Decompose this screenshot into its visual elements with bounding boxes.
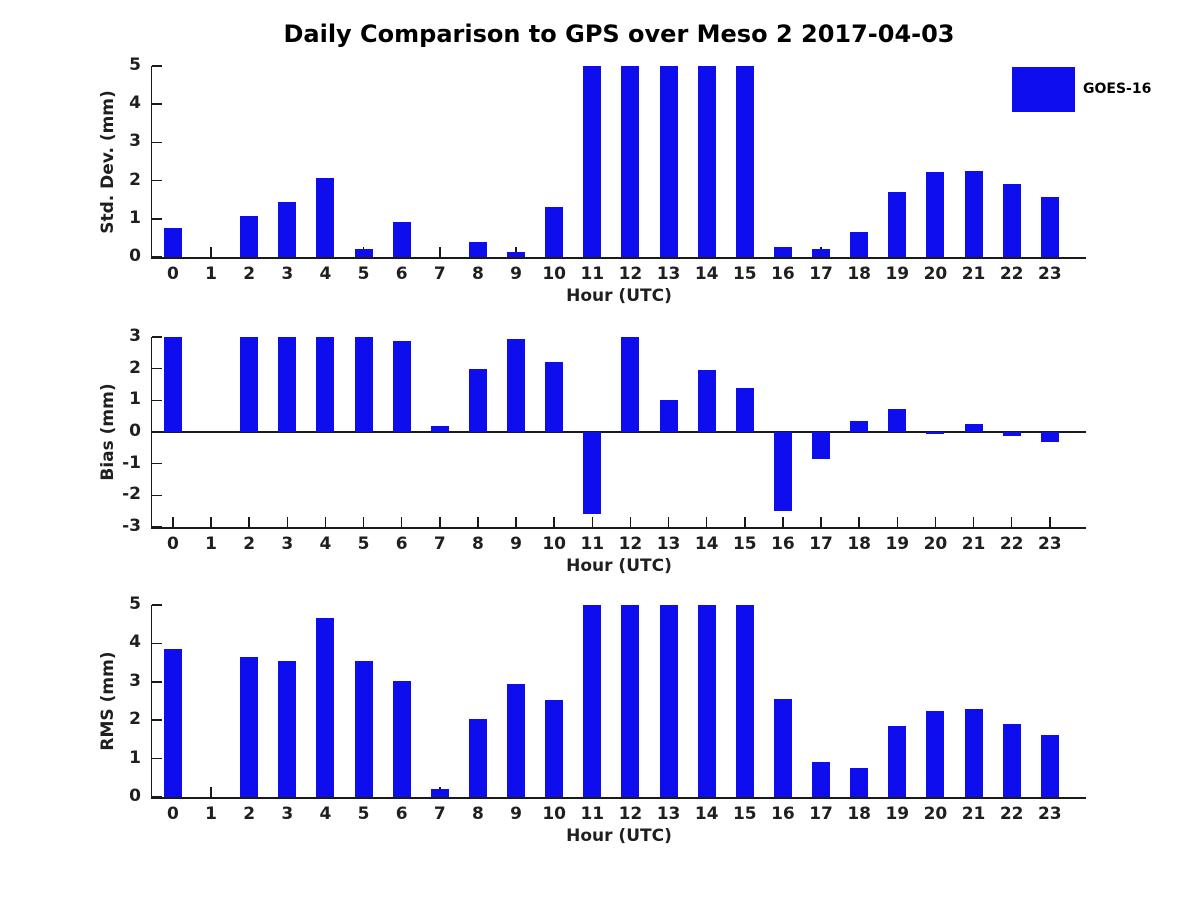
bias-y-axis	[151, 337, 153, 529]
rms-bar-h23	[1041, 735, 1059, 797]
bias-bar-h16	[774, 432, 792, 511]
bias-x-tick-label: 21	[961, 534, 986, 554]
std-dev-x-tick	[210, 247, 212, 257]
rms-x-tick-label: 15	[732, 804, 757, 824]
bias-bar-h18	[850, 421, 868, 432]
bias-x-tick	[515, 517, 517, 527]
rms-x-tick-label: 19	[885, 804, 910, 824]
rms-x-tick-label: 11	[580, 804, 605, 824]
std-dev-bar-h6	[393, 222, 411, 257]
rms-x-tick-label: 12	[618, 804, 643, 824]
bias-bar-h23	[1041, 432, 1059, 442]
rms-bar-h13	[660, 605, 678, 797]
bias-bar-h19	[888, 409, 906, 432]
rms-bar-h12	[621, 605, 639, 797]
bias-bar-h5	[355, 337, 373, 432]
std-dev-x-tick-label: 0	[167, 264, 179, 284]
std-dev-x-tick-label: 17	[809, 264, 833, 284]
std-dev-bar-h14	[698, 66, 716, 257]
bias-x-tick	[630, 517, 632, 527]
bias-x-tick	[668, 517, 670, 527]
rms-y-tick	[152, 643, 162, 645]
std-dev-bar-h21	[965, 171, 983, 257]
figure-title: Daily Comparison to GPS over Meso 2 2017-04-03	[283, 20, 955, 48]
std-dev-x-tick-label: 16	[771, 264, 795, 284]
bias-y-tick	[152, 526, 162, 528]
std-dev-x-tick-label: 18	[847, 264, 871, 284]
std-dev-xlabel: Hour (UTC)	[566, 286, 672, 306]
std-dev-bar-h10	[545, 207, 563, 257]
bias-bar-h7	[431, 426, 449, 432]
bias-x-tick-label: 6	[395, 534, 408, 554]
bias-x-tick	[592, 517, 594, 527]
bias-bar-h11	[583, 432, 601, 514]
rms-x-tick-label: 18	[847, 804, 871, 824]
rms-y-tick	[152, 719, 162, 721]
std-dev-y-tick-label: 0	[129, 246, 141, 266]
bias-x-tick-label: 3	[281, 534, 294, 554]
bias-x-tick-label: 5	[357, 534, 370, 554]
bias-x-tick	[325, 517, 327, 527]
rms-x-tick-label: 21	[961, 804, 986, 824]
std-dev-x-tick-label: 14	[694, 264, 719, 284]
bias-bar-h9	[507, 339, 525, 432]
rms-x-tick-label: 16	[771, 804, 795, 824]
bias-y-tick	[152, 336, 162, 338]
rms-bar-h20	[926, 711, 944, 797]
std-dev-x-tick-label: 1	[205, 264, 217, 284]
rms-bar-h10	[545, 700, 563, 797]
bias-x-tick-label: 10	[542, 534, 567, 554]
rms-bar-h16	[774, 699, 792, 797]
std-dev-bar-h8	[469, 242, 487, 257]
bias-x-tick-label: 20	[923, 534, 948, 554]
rms-y-axis	[151, 605, 153, 799]
bias-bar-h14	[698, 370, 716, 432]
bias-x-tick-label: 12	[618, 534, 643, 554]
std-dev-bar-h18	[850, 232, 868, 257]
rms-bar-h3	[278, 661, 296, 797]
bias-bar-h22	[1003, 432, 1021, 436]
bias-y-tick-label: -3	[122, 516, 141, 536]
std-dev-x-tick-label: 20	[923, 264, 948, 284]
std-dev-x-tick-label: 4	[319, 264, 332, 284]
std-dev-x-tick-label: 15	[732, 264, 757, 284]
rms-bar-h22	[1003, 724, 1021, 797]
bias-xlabel: Hour (UTC)	[566, 556, 672, 576]
bias-x-tick	[706, 517, 708, 527]
bias-x-tick	[1011, 517, 1013, 527]
rms-x-tick-label: 6	[395, 804, 408, 824]
rms-y-tick-label: 4	[129, 632, 141, 653]
bias-y-tick-label: 1	[129, 389, 141, 410]
bias-x-tick	[935, 517, 937, 527]
std-dev-x-axis	[151, 257, 1087, 259]
bias-x-tick-label: 0	[167, 534, 179, 554]
bias-y-tick-label: 3	[129, 326, 141, 346]
rms-bar-h17	[812, 762, 830, 797]
bias-x-tick	[744, 517, 746, 527]
std-dev-bar-h5	[355, 249, 373, 257]
std-dev-x-tick-label: 2	[243, 264, 256, 284]
std-dev-x-tick-label: 3	[281, 264, 294, 284]
bias-bar-h15	[736, 388, 754, 432]
rms-x-tick-label: 17	[809, 804, 833, 824]
std-dev-x-tick-label: 7	[433, 264, 446, 284]
bias-x-tick-label: 11	[580, 534, 605, 554]
std-dev-bar-h2	[240, 216, 258, 257]
rms-x-tick-label: 14	[694, 804, 719, 824]
std-dev-bar-h0	[164, 228, 182, 257]
rms-y-tick-label: 5	[129, 594, 141, 614]
bias-x-tick-label: 16	[771, 534, 795, 554]
bias-bar-h4	[316, 337, 334, 432]
bias-bar-h17	[812, 432, 830, 459]
std-dev-bar-h11	[583, 66, 601, 257]
bias-y-tick-label: -1	[122, 452, 141, 473]
std-dev-bar-h19	[888, 192, 906, 257]
bias-y-tick	[152, 495, 162, 497]
std-dev-y-tick-label: 4	[129, 93, 141, 114]
bias-y-tick	[152, 463, 162, 465]
bias-x-tick	[477, 517, 479, 527]
bias-bar-h20	[926, 432, 944, 434]
bias-x-tick-label: 2	[243, 534, 256, 554]
bias-x-tick	[820, 517, 822, 527]
std-dev-bar-h3	[278, 202, 296, 257]
rms-x-axis	[151, 797, 1087, 799]
rms-x-tick-label: 10	[542, 804, 567, 824]
rms-bar-h11	[583, 605, 601, 797]
rms-y-tick	[152, 758, 162, 760]
std-dev-bar-h23	[1041, 197, 1059, 257]
bias-x-tick	[363, 517, 365, 527]
std-dev-y-tick	[152, 218, 162, 220]
bias-bar-h2	[240, 337, 258, 432]
bias-bar-h12	[621, 337, 639, 432]
bias-y-tick	[152, 400, 162, 402]
std-dev-y-tick-label: 3	[129, 131, 141, 152]
rms-x-tick-label: 13	[656, 804, 681, 824]
rms-y-tick	[152, 604, 162, 606]
bias-x-tick-label: 17	[809, 534, 833, 554]
rms-x-tick-label: 9	[510, 804, 522, 824]
rms-y-tick	[152, 681, 162, 683]
rms-y-tick-label: 1	[129, 747, 141, 768]
bias-y-tick-label: 2	[129, 357, 141, 378]
rms-x-tick-label: 20	[923, 804, 948, 824]
std-dev-y-tick	[152, 65, 162, 67]
std-dev-y-tick	[152, 256, 162, 258]
std-dev-x-tick-label: 6	[395, 264, 408, 284]
bias-bar-h3	[278, 337, 296, 432]
std-dev-x-tick-label: 11	[580, 264, 605, 284]
bias-x-tick	[973, 517, 975, 527]
rms-x-tick-label: 22	[999, 804, 1024, 824]
std-dev-x-tick-label: 9	[510, 264, 522, 284]
std-dev-y-tick-label: 2	[129, 169, 141, 190]
bias-x-tick	[172, 517, 174, 527]
rms-bar-h8	[469, 719, 487, 797]
std-dev-x-tick-label: 19	[885, 264, 910, 284]
std-dev-y-axis	[151, 66, 153, 259]
bias-x-tick-label: 14	[694, 534, 719, 554]
std-dev-bar-h12	[621, 66, 639, 257]
bias-x-tick-label: 23	[1037, 534, 1062, 554]
rms-x-tick-label: 8	[472, 804, 484, 824]
rms-x-tick-label: 23	[1037, 804, 1062, 824]
rms-bar-h6	[393, 681, 411, 797]
rms-bar-h0	[164, 649, 182, 797]
rms-x-tick-label: 2	[243, 804, 256, 824]
rms-bar-h9	[507, 684, 525, 797]
std-dev-y-tick-label: 5	[129, 55, 141, 75]
bias-x-tick-label: 13	[656, 534, 681, 554]
rms-x-tick-label: 0	[167, 804, 179, 824]
rms-bar-h2	[240, 657, 258, 797]
rms-x-tick	[210, 787, 212, 797]
bias-bar-h21	[965, 424, 983, 432]
rms-bar-h7	[431, 789, 449, 797]
rms-bar-h4	[316, 618, 334, 797]
std-dev-x-tick-label: 5	[357, 264, 370, 284]
std-dev-x-tick	[439, 247, 441, 257]
std-dev-x-tick-label: 10	[542, 264, 567, 284]
std-dev-bar-h9	[507, 252, 525, 257]
bias-x-tick	[782, 517, 784, 527]
bias-x-tick	[858, 517, 860, 527]
bias-y-tick-label: -2	[122, 484, 141, 505]
std-dev-x-tick-label: 13	[656, 264, 681, 284]
bias-x-tick	[210, 517, 212, 527]
bias-x-tick-label: 19	[885, 534, 910, 554]
rms-x-tick-label: 1	[205, 804, 217, 824]
std-dev-x-tick-label: 22	[999, 264, 1024, 284]
bias-x-tick	[287, 517, 289, 527]
bias-x-tick-label: 15	[732, 534, 757, 554]
std-dev-bar-h22	[1003, 184, 1021, 257]
std-dev-x-tick-label: 12	[618, 264, 643, 284]
bias-x-tick	[248, 517, 250, 527]
bias-x-tick-label: 22	[999, 534, 1024, 554]
rms-bar-h14	[698, 605, 716, 797]
rms-x-tick-label: 4	[319, 804, 332, 824]
rms-y-tick-label: 3	[129, 670, 141, 691]
bias-bar-h10	[545, 362, 563, 432]
legend-swatch-goes16	[1012, 67, 1075, 112]
bias-x-tick-label: 9	[510, 534, 522, 554]
bias-ylabel: Bias (mm)	[98, 383, 118, 481]
bias-x-tick-label: 4	[319, 534, 332, 554]
legend-label: GOES-16	[1083, 81, 1152, 97]
bias-bar-h8	[469, 369, 487, 432]
bias-x-tick	[553, 517, 555, 527]
std-dev-bar-h17	[812, 249, 830, 257]
bias-y-tick	[152, 431, 162, 433]
bias-x-tick	[1049, 517, 1051, 527]
bias-x-tick-label: 1	[205, 534, 217, 554]
rms-x-tick-label: 7	[433, 804, 446, 824]
bias-x-tick	[401, 517, 403, 527]
rms-bar-h19	[888, 726, 906, 797]
std-dev-bar-h13	[660, 66, 678, 257]
rms-bar-h15	[736, 605, 754, 797]
std-dev-y-tick	[152, 103, 162, 105]
std-dev-bar-h16	[774, 247, 792, 257]
rms-y-tick-label: 0	[129, 786, 141, 806]
bias-x-tick	[439, 517, 441, 527]
rms-bar-h5	[355, 661, 373, 797]
rms-y-tick	[152, 796, 162, 798]
std-dev-ylabel: Std. Dev. (mm)	[98, 89, 118, 234]
std-dev-x-tick-label: 8	[472, 264, 484, 284]
bias-x-tick-label: 8	[472, 534, 484, 554]
std-dev-y-tick	[152, 180, 162, 182]
bias-x-axis	[151, 527, 1087, 529]
rms-xlabel: Hour (UTC)	[566, 826, 672, 846]
bias-x-tick-label: 7	[433, 534, 446, 554]
rms-ylabel: RMS (mm)	[98, 651, 118, 751]
std-dev-bar-h20	[926, 172, 944, 257]
std-dev-x-tick-label: 21	[961, 264, 986, 284]
bias-bar-h13	[660, 400, 678, 432]
rms-y-tick-label: 2	[129, 709, 141, 730]
rms-bar-h18	[850, 768, 868, 797]
std-dev-bar-h4	[316, 178, 334, 257]
bias-x-tick	[897, 517, 899, 527]
bias-y-tick	[152, 368, 162, 370]
rms-x-tick-label: 5	[357, 804, 370, 824]
bias-bar-h6	[393, 341, 411, 432]
bias-bar-h0	[164, 337, 182, 432]
rms-bar-h21	[965, 709, 983, 797]
std-dev-y-tick	[152, 142, 162, 144]
rms-x-tick-label: 3	[281, 804, 294, 824]
bias-x-tick-label: 18	[847, 534, 871, 554]
std-dev-y-tick-label: 1	[129, 207, 141, 228]
bias-y-tick-label: 0	[129, 421, 141, 441]
std-dev-x-tick-label: 23	[1037, 264, 1062, 284]
std-dev-bar-h15	[736, 66, 754, 257]
